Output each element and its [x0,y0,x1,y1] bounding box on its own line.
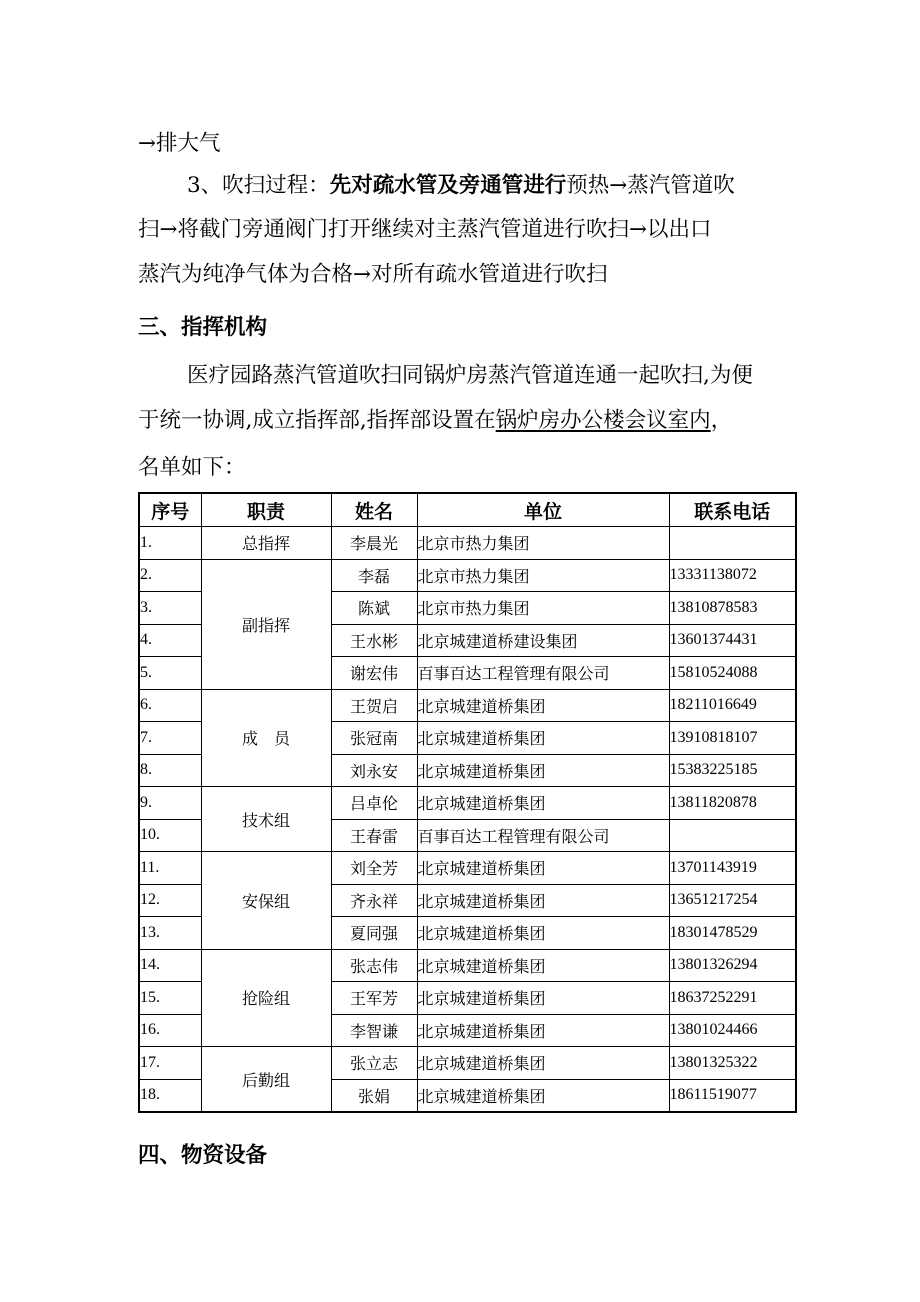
role-cell: 后勤组 [201,1047,331,1113]
unit-name: 北京市热力集团 [417,559,669,592]
role-cell: 副指挥 [201,559,331,689]
unit-name: 北京城建道桥集团 [417,787,669,820]
row-index: 2. [139,559,201,592]
text-line: 蒸汽为纯净气体为合格→对所有疏水管道进行吹扫 [138,262,608,287]
person-name: 张志伟 [331,949,417,982]
col-header-unit: 单位 [417,493,669,527]
row-index: 1. [139,527,201,560]
col-header-index: 序号 [139,493,201,527]
unit-name: 百事百达工程管理有限公司 [417,819,669,852]
role-cell: 技术组 [201,787,331,852]
paragraph-rest: 预热→蒸汽管道吹 [566,173,735,198]
unit-name: 百事百达工程管理有限公司 [417,657,669,690]
unit-name: 北京城建道桥集团 [417,1079,669,1112]
unit-name: 北京城建道桥集团 [417,754,669,787]
phone-number: 15383225185 [669,754,796,787]
person-name: 王贺启 [331,689,417,722]
unit-name: 北京城建道桥集团 [417,689,669,722]
phone-number: 13601374431 [669,624,796,657]
paragraph-blow-process [187,168,735,199]
unit-name: 北京城建道桥集团 [417,1014,669,1047]
person-name: 刘全芳 [331,852,417,885]
unit-name: 北京城建道桥集团 [417,917,669,950]
text-line: 名单如下： [138,455,246,480]
table-row [139,527,796,560]
person-name: 张冠南 [331,722,417,755]
unit-name: 北京城建道桥集团 [417,1047,669,1080]
phone-number: 13810878583 [669,592,796,625]
person-name: 李智谦 [331,1014,417,1047]
section-heading-command: 三、指挥机构 [138,315,268,340]
section-heading-materials: 四、物资设备 [138,1143,268,1168]
row-index: 9. [139,787,201,820]
row-index: 4. [139,624,201,657]
person-name: 王水彬 [331,624,417,657]
paragraph-prefix: 3、吹扫过程： [187,173,330,198]
person-name: 夏同强 [331,917,417,950]
phone-number: 18211016649 [669,689,796,722]
row-index: 11. [139,852,201,885]
row-index: 18. [139,1079,201,1112]
person-name: 张娟 [331,1079,417,1112]
row-index: 14. [139,949,201,982]
person-name: 李磊 [331,559,417,592]
phone-number: 18637252291 [669,982,796,1015]
person-name: 齐永祥 [331,884,417,917]
phone-number: 13811820878 [669,787,796,820]
table-row [139,949,796,982]
person-name: 谢宏伟 [331,657,417,690]
table-row [139,1047,796,1080]
role-cell: 安保组 [201,852,331,950]
table-header-row [139,493,796,527]
role-cell: 抢险组 [201,949,331,1047]
command-roster-table [138,492,797,1113]
unit-name: 北京城建道桥集团 [417,949,669,982]
unit-name: 北京城建道桥集团 [417,884,669,917]
location-underlined: 锅炉房办公楼会议室内 [495,408,711,433]
phone-number: 13801326294 [669,949,796,982]
row-index: 13. [139,917,201,950]
phone-number: 15810524088 [669,657,796,690]
text-line: →排大气 [138,131,221,156]
phone-number: 18301478529 [669,917,796,950]
role-cell: 总指挥 [201,527,331,560]
phone-number: 18611519077 [669,1079,796,1112]
row-index: 3. [139,592,201,625]
phone-number: 13801024466 [669,1014,796,1047]
phone-number: 13701143919 [669,852,796,885]
person-name: 张立志 [331,1047,417,1080]
phone-number [669,527,796,560]
phone-number: 13910818107 [669,722,796,755]
row-index: 12. [139,884,201,917]
table-row [139,559,796,592]
row-index: 5. [139,657,201,690]
col-header-phone: 联系电话 [669,493,796,527]
person-name: 王春雷 [331,819,417,852]
phone-number: 13331138072 [669,559,796,592]
row-index: 16. [139,1014,201,1047]
unit-name: 北京城建道桥集团 [417,852,669,885]
role-cell: 成 员 [201,689,331,787]
bold-phrase: 先对疏水管及旁通管进行 [329,173,567,198]
person-name: 李晨光 [331,527,417,560]
unit-name: 北京市热力集团 [417,592,669,625]
phone-number: 13651217254 [669,884,796,917]
line-suffix: ， [710,408,733,433]
phone-number [669,819,796,852]
unit-name: 北京城建道桥集团 [417,722,669,755]
table-row [139,787,796,820]
row-index: 6. [139,689,201,722]
unit-name: 北京城建道桥集团 [417,982,669,1015]
col-header-name: 姓名 [331,493,417,527]
phone-number: 13801325322 [669,1047,796,1080]
row-index: 17. [139,1047,201,1080]
person-name: 刘永安 [331,754,417,787]
unit-name: 北京市热力集团 [417,527,669,560]
text-line [138,403,732,434]
text-line: 医疗园路蒸汽管道吹扫同锅炉房蒸汽管道连通一起吹扫,为便 [187,363,753,388]
person-name: 陈斌 [331,592,417,625]
text-line: 扫→将截门旁通阀门打开继续对主蒸汽管道进行吹扫→以出口 [138,217,712,242]
person-name: 吕卓伦 [331,787,417,820]
person-name: 王军芳 [331,982,417,1015]
row-index: 10. [139,819,201,852]
row-index: 15. [139,982,201,1015]
row-index: 8. [139,754,201,787]
col-header-role: 职责 [201,493,331,527]
line-prefix: 于统一协调,成立指挥部,指挥部设置在 [138,408,496,433]
unit-name: 北京城建道桥建设集团 [417,624,669,657]
table-row [139,689,796,722]
table-row [139,852,796,885]
row-index: 7. [139,722,201,755]
